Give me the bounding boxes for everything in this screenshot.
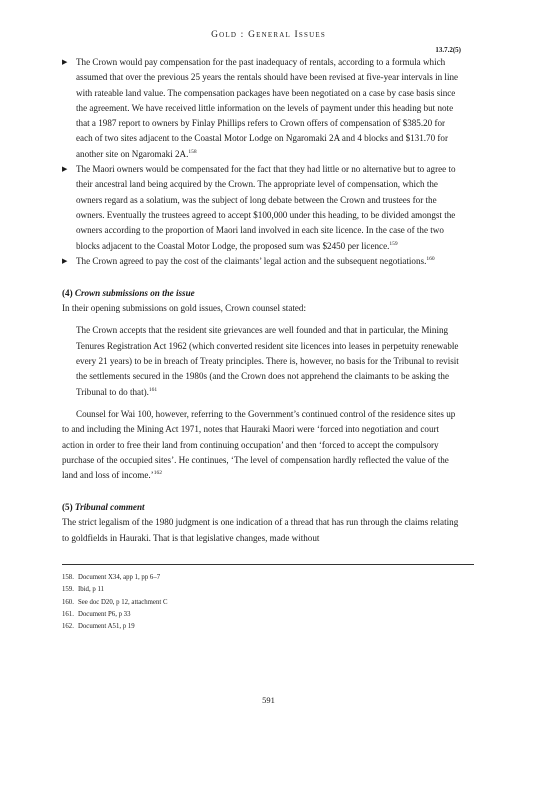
paragraph-text: Counsel for Wai 100, however, referring to the Government’s continued control of the residence sites up to and including the Mining Act 1971, notes that Hauraki Maori were ‘forced into negotiation and court action in order to free their land from continuing occupation’ and then ‘forced to accept the compulsory purchase of the occupied sites’. He continues, ‘The level of compensation hardly reflected the value of the land and loss of income.’	[62, 408, 456, 481]
section-reference: 13.7.2(5)	[435, 46, 461, 54]
section-title: Tribunal comment	[74, 502, 145, 513]
section-heading-tribunal-comment	[62, 500, 460, 515]
paragraph: The strict legalism of the 1980 judgment is one indication of a thread that has run through the claims relating to goldfields in Hauraki. That is that legislative changes, made without	[62, 517, 459, 543]
paragraph	[62, 407, 460, 483]
page-number: 591	[262, 695, 275, 705]
triangle-bullet-icon: ▶	[62, 165, 68, 174]
footnote-text: Document P6, p 33	[78, 610, 131, 618]
section-number: (5)	[62, 502, 73, 513]
footnote-ref: 158	[188, 148, 197, 155]
footnote-text: Ibid, p 11	[78, 586, 104, 594]
footnote-number: 160.	[62, 598, 74, 606]
footnote-number: 158.	[62, 574, 74, 581]
footnote-number: 161.	[62, 610, 74, 618]
bullet-item	[62, 254, 460, 269]
triangle-bullet-icon: ▶	[62, 58, 68, 66]
section-intro: In their opening submissions on gold issues, Crown counsel stated:	[62, 303, 306, 314]
block-quote	[62, 323, 460, 399]
footnote-ref: 161	[148, 386, 158, 393]
footnote	[62, 597, 462, 609]
footnote-text: Document X34, app 1, pp 6–7	[78, 574, 161, 581]
footnote	[62, 572, 462, 584]
bullet-item	[62, 162, 460, 254]
bullet-text: The Crown would pay compensation for the past inadequacy of rentals, according to a formula which assumed that over the previous 25 years the rentals should have been revised at five-year intervals in line with rateable land value. The compensation packages have been negotiated on a case by case basis since the agreement. We have received little information on the levels of payment under this heading but note that a 1987 report to owners by Finlay Phillips refers to Crown offers of compensation of $385.20 for each of two sites adjacent to the Coastal Motor Lodge on Ngaromaki 2A and 4 blocks and $131.70 for another site on Ngaromaki 2A.	[76, 57, 459, 159]
footnote-text: Document A51, p 19	[78, 623, 135, 631]
footnote	[62, 584, 462, 596]
footnote-ref: 160	[426, 255, 435, 262]
body-text	[62, 55, 460, 546]
footnote	[62, 621, 462, 633]
running-head: Gold : General Issues	[211, 30, 326, 40]
footnote-divider	[62, 564, 474, 565]
section-number: (4)	[62, 288, 73, 299]
footnote	[62, 609, 462, 621]
footnote-ref: 162	[153, 470, 162, 477]
triangle-bullet-icon: ▶	[62, 256, 68, 265]
bullet-item	[62, 55, 460, 162]
quote-text: The Crown accepts that the resident site grievances are well founded and that in particular, the Mining Tenures Registration Act 1962 (which converted resident site licences into leases in perpetuity renewable every 21 years) to be in breach of Treaty principles. There is, however, no basis for the Tribunal to revisit the settlements secured in the 1980s (and the Crown does not apprehend the claimants to be asking the Tribunal to do that).	[76, 325, 459, 397]
section-heading-crown-submissions	[62, 286, 460, 301]
footnote-number: 162.	[62, 623, 74, 631]
bullet-text: The Crown agreed to pay the cost of the claimants’ legal action and the subsequent negotiations.	[76, 255, 427, 266]
footnote-ref: 159	[389, 240, 398, 247]
bullet-text: The Maori owners would be compensated for the fact that they had little or no alternative but to agree to their ancestral land being acquired by the Crown. The appropriate level of compensation, which the owners regard as a solatium, was the subject of long debate between the Crown and trustees for the owners. Eventually the trustees agreed to accept $100,000 under this heading, to be divided amongst the owners according to the proportion of Maori land involved in each site licence. In the case of the two blocks adjacent to the Coastal Motor Lodge, the proposed sum was $2450 per licence.	[76, 164, 456, 251]
footnote-text: See doc D20, p 12, attachment C	[78, 598, 168, 606]
footnote-number: 159.	[62, 586, 74, 594]
section-title: Crown submissions on the issue	[74, 288, 195, 299]
footnotes	[62, 572, 462, 633]
